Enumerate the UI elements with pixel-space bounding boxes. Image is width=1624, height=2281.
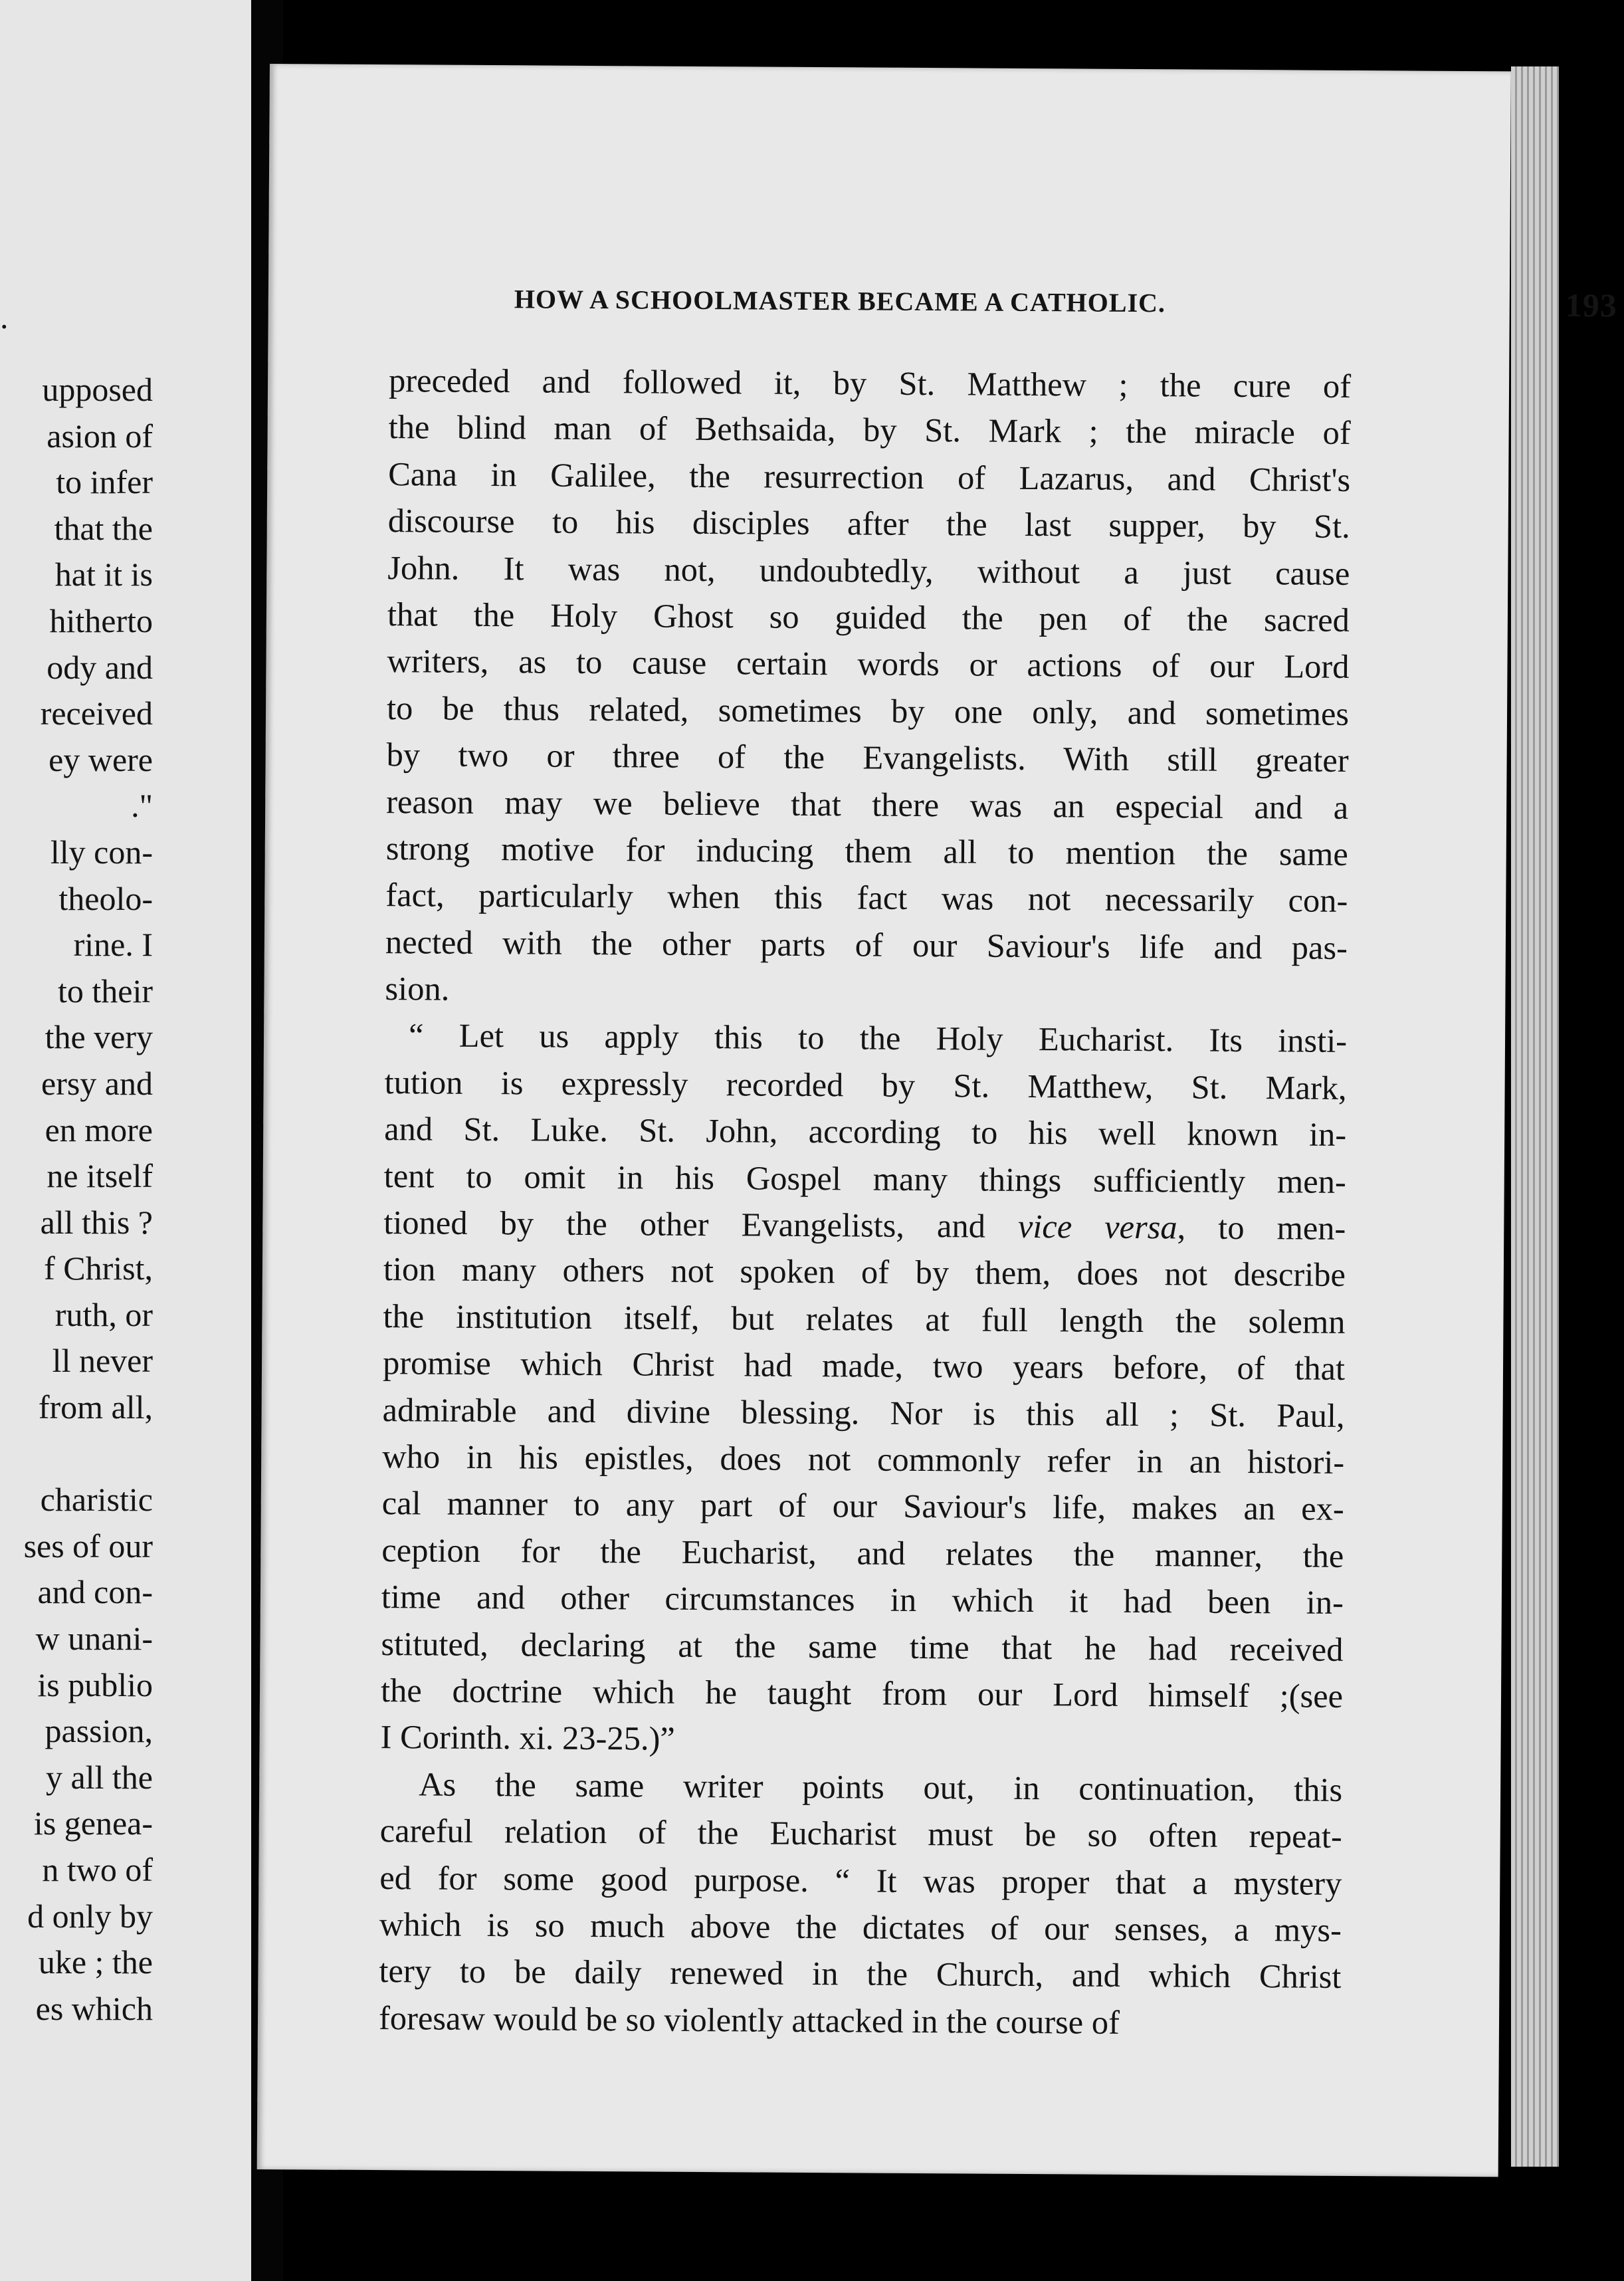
text-line: tioned by the other Evangelists, and vice versa, to men- bbox=[383, 1204, 1346, 1247]
text-line: ed for some good purpose. “ It was proper that a mystery bbox=[379, 1858, 1342, 1902]
previous-page-line: es which bbox=[35, 1989, 153, 2027]
page-number: 193 bbox=[1565, 286, 1617, 324]
previous-page-line: hat it is bbox=[54, 556, 153, 594]
previous-page-line: all this ? bbox=[40, 1203, 153, 1241]
previous-page-line: ses of our bbox=[23, 1527, 153, 1565]
text-line: fact, particularly when this fact was not necessarily con- bbox=[385, 876, 1348, 920]
text-line: time and other circumstances in which it had been in- bbox=[381, 1578, 1344, 1622]
paragraph bbox=[385, 357, 1351, 1018]
previous-page-line: theolo- bbox=[58, 879, 153, 917]
text-line: stituted, declaring at the same time that he had received bbox=[381, 1624, 1344, 1668]
text-line: Cana in Galilee, the resurrection of Lazarus, and Christ's bbox=[388, 455, 1351, 498]
previous-page-line: that the bbox=[54, 509, 153, 547]
previous-page-line: to their bbox=[57, 972, 153, 1010]
text-line: discourse to his disciples after the last supper, by St. bbox=[387, 502, 1350, 546]
running-head-title: HOW A SCHOOLMASTER BECAME A CATHOLIC. bbox=[514, 284, 1166, 318]
text-line: foresaw would be so violently attacked in the course of bbox=[378, 1999, 1120, 2041]
text-line: careful relation of the Eucharist must be so often repeat- bbox=[379, 1812, 1342, 1856]
text-line: nected with the other parts of our Saviour's life and pas- bbox=[385, 923, 1348, 966]
previous-page-line: ." bbox=[131, 787, 153, 825]
text-line: sion. bbox=[385, 970, 450, 1008]
text-line: the blind man of Bethsaida, by St. Mark ; the miracle of bbox=[388, 408, 1351, 452]
text-line: and St. Luke. St. John, according to his well known in- bbox=[384, 1110, 1347, 1154]
text-line: preceded and followed it, by St. Matthew ; the cure of bbox=[388, 362, 1352, 405]
previous-page-line: w unani- bbox=[35, 1620, 153, 1658]
text-line: tery to be daily renewed in the Church, and which Christ bbox=[379, 1952, 1342, 1996]
previous-page-line: y all the bbox=[45, 1758, 153, 1796]
paragraph bbox=[380, 1012, 1347, 1767]
previous-page-line: ersy and bbox=[41, 1064, 153, 1102]
previous-page-line: to infer bbox=[56, 463, 153, 501]
previous-page-line: is publio bbox=[37, 1666, 153, 1703]
text-line: As the same writer points out, in continuation, this bbox=[419, 1765, 1343, 1808]
text-line: “ Let us apply this to the Holy Eucharist. Its insti- bbox=[408, 1016, 1348, 1060]
text-line: cal manner to any part of our Saviour's life, makes an ex- bbox=[381, 1484, 1344, 1528]
previous-page-line: ruth, or bbox=[54, 1295, 153, 1333]
previous-page-line: ey were bbox=[49, 740, 153, 778]
text-line: by two or three of the Evangelists. With still greater bbox=[386, 736, 1349, 780]
text-line: strong motive for inducing them all to mention the same bbox=[385, 829, 1348, 873]
stray-mark: . bbox=[0, 298, 9, 336]
previous-page-line: charistic bbox=[40, 1481, 153, 1519]
text-line: tution is expressly recorded by St. Matthew, St. Mark, bbox=[384, 1063, 1347, 1107]
previous-page-line: rine. I bbox=[73, 926, 153, 964]
previous-page-line: the very bbox=[45, 1018, 153, 1056]
previous-page-line: en more bbox=[45, 1111, 153, 1148]
previous-page-line: and con- bbox=[37, 1573, 153, 1611]
previous-page-line: f Christ, bbox=[44, 1249, 153, 1287]
previous-page-line: from all, bbox=[38, 1388, 153, 1426]
previous-page-line: d only by bbox=[27, 1897, 153, 1935]
previous-page-fragment bbox=[0, 0, 251, 2281]
text-line: that the Holy Ghost so guided the pen of the sacred bbox=[387, 596, 1350, 639]
text-line: the doctrine which he taught from our Lord himself ;(see bbox=[380, 1672, 1344, 1715]
previous-page-line: ne itself bbox=[47, 1157, 153, 1195]
text-line: ception for the Eucharist, and relates the manner, the bbox=[381, 1531, 1344, 1575]
book-page bbox=[257, 64, 1617, 2177]
paragraph bbox=[379, 1761, 1343, 2047]
page-stack-edge bbox=[1511, 66, 1559, 2167]
previous-page-line: asion of bbox=[47, 417, 153, 455]
text-line: who in his epistles, does not commonly refer in an histori- bbox=[382, 1438, 1345, 1481]
previous-page-line: uke ; the bbox=[38, 1943, 153, 1981]
previous-page-line: hitherto bbox=[49, 601, 153, 639]
text-line: promise which Christ had made, two years before, of that bbox=[382, 1344, 1346, 1388]
previous-page-line: n two of bbox=[42, 1851, 153, 1888]
text-line: the institution itself, but relates at full length the solemn bbox=[383, 1297, 1346, 1341]
previous-page-text bbox=[0, 367, 153, 2032]
text-line: admirable and divine blessing. Nor is this all ; St. Paul, bbox=[382, 1390, 1345, 1434]
text-line: to be thus related, sometimes by one only, and sometimes bbox=[386, 689, 1350, 732]
previous-page-line: passion, bbox=[45, 1712, 153, 1750]
text-line: reason may we believe that there was an especial and a bbox=[386, 782, 1349, 826]
previous-page-line: received bbox=[40, 695, 153, 732]
text-line: which is so much above the dictates of our senses, a mys- bbox=[379, 1905, 1342, 1949]
previous-page-line: is genea- bbox=[33, 1804, 153, 1842]
previous-page-line: ody and bbox=[47, 648, 153, 686]
text-line: writers, as to cause certain words or actions of our Lord bbox=[387, 642, 1350, 686]
previous-page-line bbox=[0, 1431, 153, 1477]
body-text bbox=[379, 357, 1351, 2047]
previous-page-line: ll never bbox=[52, 1342, 153, 1380]
previous-page-line: lly con- bbox=[50, 833, 153, 871]
text-line: John. It was not, undoubtedly, without a just cause bbox=[387, 548, 1350, 592]
running-head bbox=[514, 283, 1617, 324]
previous-page-line: upposed bbox=[42, 371, 153, 408]
text-line: tion many others not spoken of by them, does not describe bbox=[383, 1250, 1346, 1294]
text-line: I Corinth. xi. 23-25.)” bbox=[380, 1718, 676, 1758]
text-line: tent to omit in his Gospel many things sufficiently men- bbox=[383, 1156, 1346, 1200]
